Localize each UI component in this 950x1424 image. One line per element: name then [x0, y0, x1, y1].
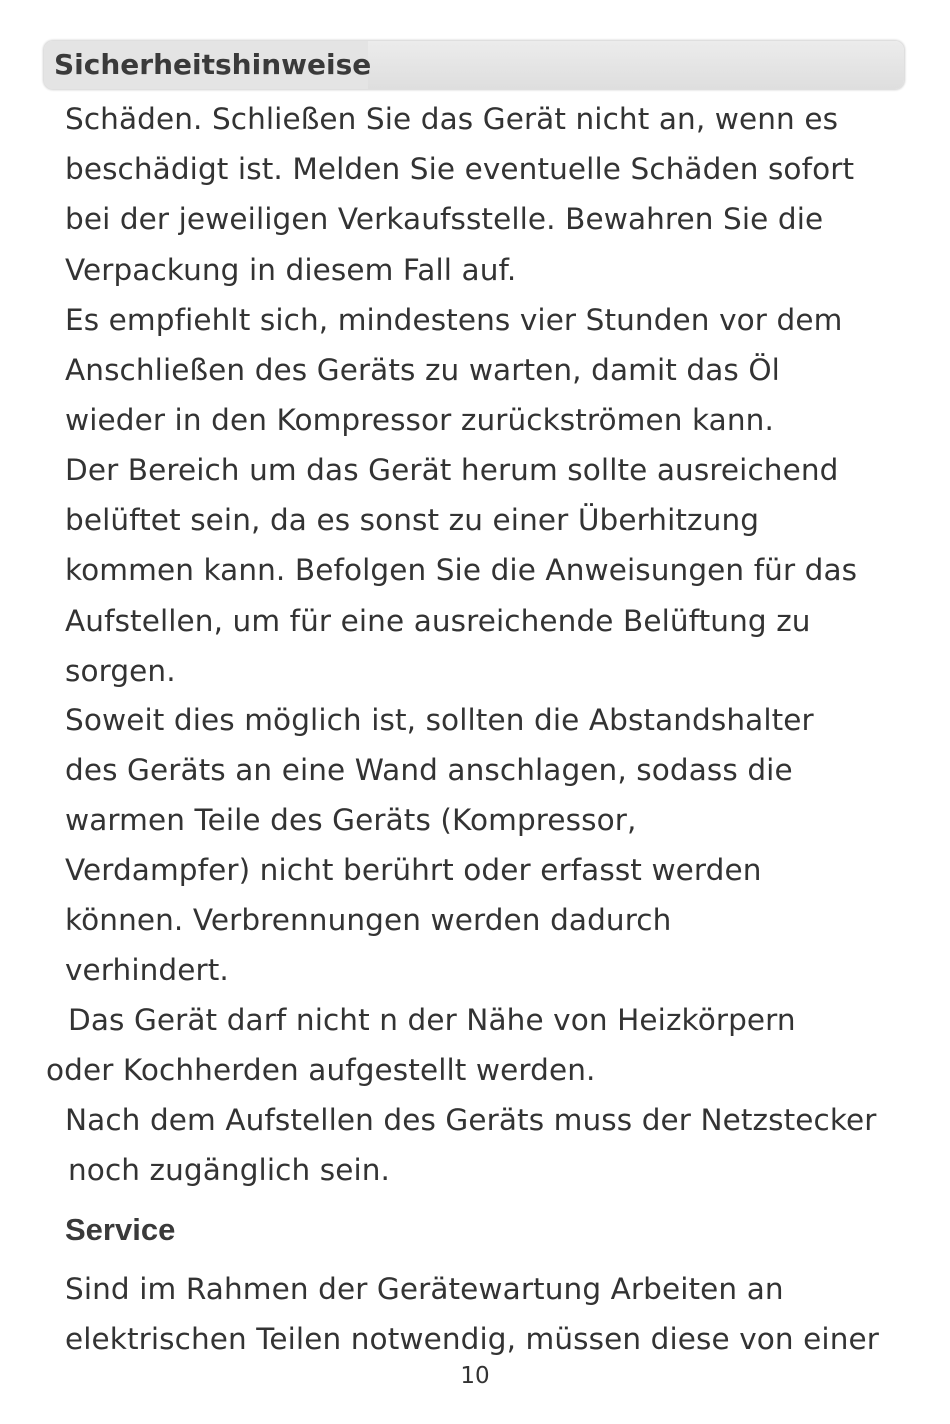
body-line: noch zugänglich sein. — [68, 1153, 391, 1187]
body-line: können. Verbrennungen werden dadurch — [65, 903, 672, 937]
body-line: oder Kochherden aufgestellt werden. — [46, 1053, 596, 1087]
body-line: Es empfiehlt sich, mindestens vier Stunden vor dem — [65, 303, 843, 337]
body-line: Verdampfer) nicht berührt oder erfasst werden — [65, 853, 762, 887]
body-line: kommen kann. Befolgen Sie die Anweisungen für das — [65, 553, 858, 587]
body-line: belüftet sein, da es sonst zu einer Überhitzung — [65, 503, 760, 537]
body-line: bei der jeweiligen Verkaufsstelle. Bewahren Sie die — [65, 202, 824, 236]
body-line: verhindert. — [65, 953, 229, 987]
body-line: Aufstellen, um für eine ausreichende Belüftung zu — [65, 604, 811, 638]
body-line: Anschließen des Geräts zu warten, damit das Öl — [65, 353, 780, 387]
body-line: Das Gerät darf nicht n der Nähe von Heizkörpern — [68, 1003, 796, 1037]
body-line: Soweit dies möglich ist, sollten die Abstandshalter — [65, 703, 814, 737]
body-line: beschädigt ist. Melden Sie eventuelle Schäden sofort — [65, 152, 855, 186]
body-line: des Geräts an eine Wand anschlagen, sodass die — [65, 753, 793, 787]
service-line: Sind im Rahmen der Gerätewartung Arbeiten an — [65, 1272, 784, 1306]
body-line: Der Bereich um das Gerät herum sollte ausreichend — [65, 453, 839, 487]
body-line: Verpackung in diesem Fall auf. — [65, 253, 517, 287]
service-heading: Service — [65, 1212, 176, 1247]
body-line: warmen Teile des Geräts (Kompressor, — [65, 803, 637, 837]
page-number: 10 — [460, 1363, 490, 1389]
body-line: wieder in den Kompressor zurückströmen kann. — [65, 403, 774, 437]
service-line: elektrischen Teilen notwendig, müssen diese von einer — [65, 1322, 879, 1356]
body-line: Schäden. Schließen Sie das Gerät nicht an, wenn es — [65, 102, 839, 136]
body-line: Nach dem Aufstellen des Geräts muss der Netzstecker — [65, 1103, 877, 1137]
section-title: Sicherheitshinweise — [54, 48, 372, 81]
section-header-bar — [44, 41, 904, 89]
body-line: sorgen. — [65, 654, 176, 688]
